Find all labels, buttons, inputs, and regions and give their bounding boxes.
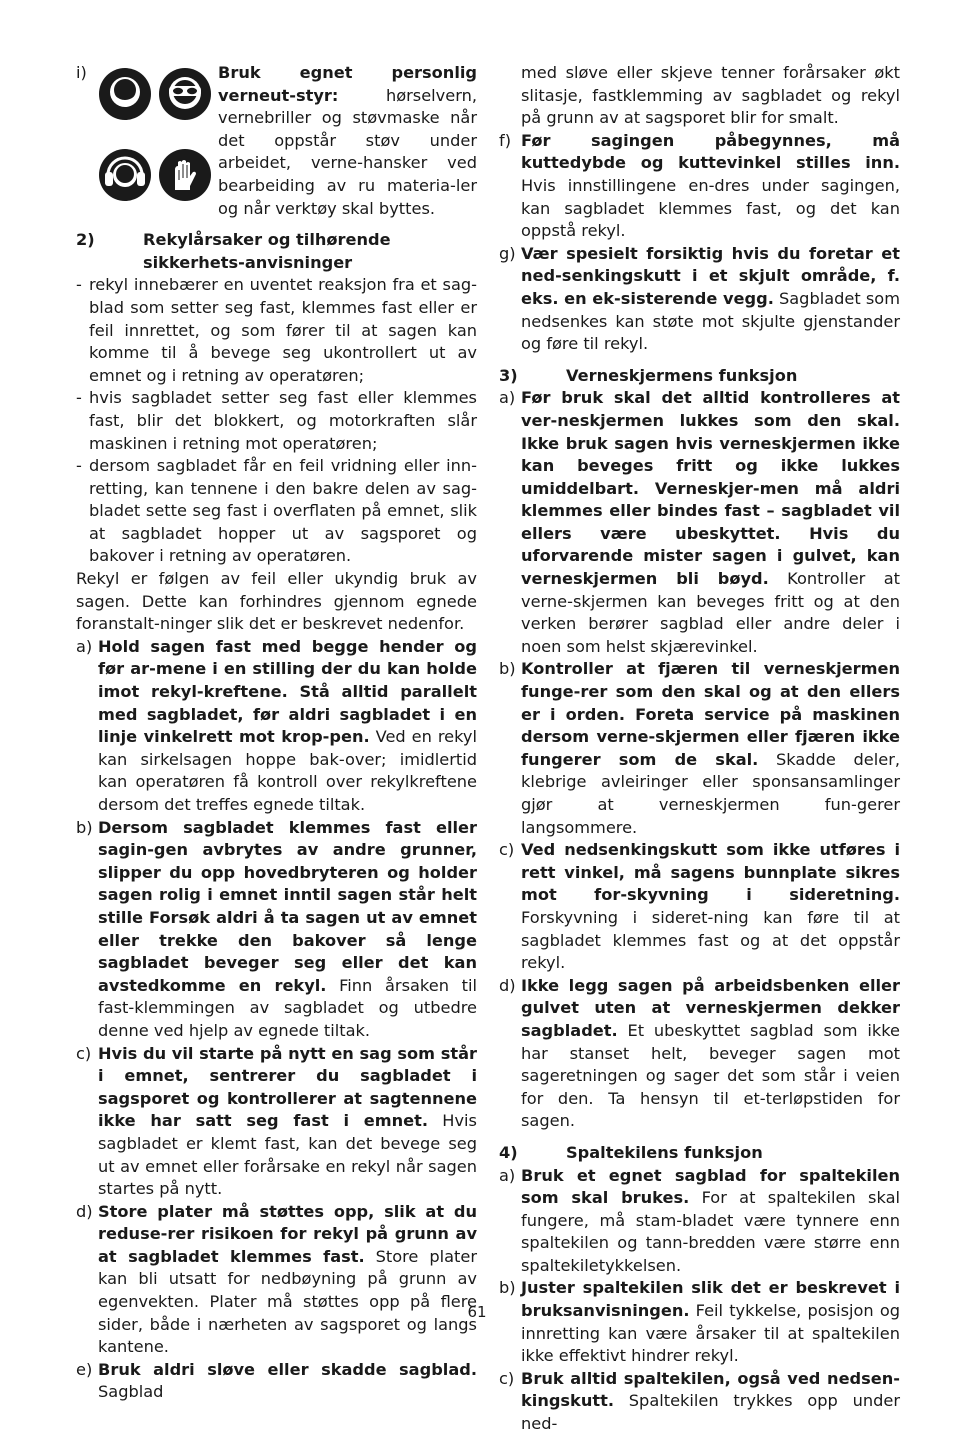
ppe-text [216,62,477,220]
item-label: c) [499,1368,515,1388]
item-text: med sløve eller skjeve tenner forårsaker økt slitasje, fastklemming av sagbladet og rekyl på grunn av at sagsporet blir for smalt. [521,63,900,128]
item-text: Hvis innstillingene en-dres under sagingen, kan sagbladet klemmes fast, og det kan oppstå rekyl. [521,175,900,241]
dash-text: dersom sagbladet får en feil vridning eller inn-retting, kan tennene i den bakre delen av sag-bladet sette seg fast i overflaten på emnet, slik at sagbladet hopper ut av sagsporet og bakover i retning av operatøren. [89,456,477,566]
section-title: Rekylårsaker og tilhørende sikkerhets-anvisninger [143,230,391,272]
dash-label: - [76,275,82,295]
list-item [499,1368,900,1436]
item-bold: Før bruk skal det alltid kontrolleres at ver-neskjermen lukkes som den skal. Ikke bruk sagen hvis verneskjermen ikke kan beveges fritt og ikke lukkes umiddelbart. Verneskjer-men må aldri klemmes eller bindes fast – sagbladet vil ellers være ubeskyttet. Hvis du uforvarende mister sagen i gulvet, kan verneskjermen bli bøyd. [521,388,900,589]
section-number: 3) [499,365,518,385]
item-text: Sagblad [98,1382,164,1402]
item-text: Feil tykkelse, posisjon og innretting kan være årsaker til at spaltekilen ikke effektivt hindrer rekyl. [521,1301,900,1366]
list-item [76,817,477,1043]
item-label: b) [76,817,93,837]
list-item-continuation [499,62,900,130]
section-heading-2 [76,229,477,274]
dash-item [76,455,477,568]
item-text: Et ubeskyttet sagblad som ikke har stanset helt, beveger sagen mot sageretningen og sager det som står i veien for den. Ta hensyn til et-terløpstiden for sagen. [521,1020,900,1131]
item-bold: Før sagingen påbegynnes, må kuttedybde og kuttevinkel stilles inn. [521,130,900,173]
item-bold: Bruk et egnet sagblad for spaltekilen som skal brukes. [521,1165,900,1208]
section-heading-3 [499,365,900,388]
item-bold: Dersom sagbladet klemmes fast eller sagin-gen avbrytes av andre grunner, slipper du opp hovedbryteren og holder sagen rolig i emnet inntil sagen står helt stille Forsøk aldri å ta sagen ut av emnet eller trekke den bakover så lenge sagbladet beveger seg eller det kan avstedkomme en rekyl. [98,817,477,995]
item-label: b) [499,659,516,679]
safety-goggles-icon [158,67,212,121]
left-column [76,62,477,1404]
right-column [499,62,900,1436]
list-item [76,636,477,817]
item-text: Forskyvning i sideret-ning kan føre til at sagbladet klemmes fast og at det oppstår rekyl. [521,907,900,973]
ear-protection-icon [98,148,152,202]
list-item [76,1359,477,1404]
item-text: For at spaltekilen skal fungere, må stam-bladet være tynnere enn spaltekilen og tann-bredden være større enn spaltekiletykkelsen. [521,1188,900,1275]
dust-mask-icon [98,67,152,121]
ppe-bold: Bruk egnet personlig verneut-styr: [218,63,477,105]
list-item [499,130,900,243]
item-label: a) [499,1165,516,1185]
item-label: g) [499,243,516,263]
list-item [499,658,900,839]
section-heading-4 [499,1142,900,1165]
section-number: 4) [499,1142,518,1162]
item-bold: Hvis du vil starte på nytt en sag som står i emnet, sentrerer du sagbladet i sagsporet og kontrollerer at sagtennene ikke har satt seg fast i emnet. [98,1043,477,1131]
page-number: 61 [467,1303,487,1321]
item-text: Spaltekilen trykkes opp under ned- [521,1391,900,1434]
ppe-body: hørselvern, vernebriller og støvmaske når det oppstår støv under arbeidet, verne-hansker ved bearbeiding av ru materia-ler og når verktøy skal byttes. [218,85,477,218]
list-item [499,1165,900,1278]
item-label: a) [76,636,93,656]
list-item [499,839,900,975]
item-bold: Juster spaltekilen slik det er beskrevet i bruksanvisningen. [521,1278,900,1321]
item-label: e) [76,1359,93,1379]
list-item [76,1201,477,1359]
item-label: d) [76,1201,93,1221]
item-label: b) [499,1278,516,1298]
item-bold: Ved nedsenkingskutt som ikke utføres i rett vinkel, må sagens bunnplate sikres mot for-skyvning i sideretning. [521,840,900,905]
ppe-section [76,62,477,220]
dash-text: hvis sagbladet setter seg fast eller klemmes fast, blir det blokkert, og motorkraften slår maskinen i retning mot operatøren; [89,388,477,453]
item-text: Sagbladet som nedsenkes kan støte mot skjulte gjenstander og føre til rekyl. [521,288,900,354]
item-label: a) [499,388,516,408]
item-text: Store plater kan bli utsatt for nedbøyning på grunn av egenvekten. Plater må støttes opp på flere sider, både i nærheten av sagsporet og langs kantene. [98,1246,477,1357]
item-bold: Store plater må støttes opp, slik at du reduse-rer risikoen for rekyl på grunn av at sagbladet klemmes fast. [98,1201,477,1266]
intro-paragraph: Rekyl er følgen av feil eller ukyndig bruk av sagen. Dette kan forhindres gjennom egnede foranstalt-ninger slik det er beskrevet nedenfor. [76,569,477,634]
item-bold: Kontroller at fjæren til verneskjermen funge-rer som den skal og at den ellers er i orden. Foreta service på maskinen dersom verne-skjermen eller fjæren ikke fungerer som de skal. [521,659,900,769]
item-text: Hvis sagbladet er klemt fast, kan det bevege seg ut av emnet eller forårsake en rekyl når sagen startes på nytt. [98,1111,477,1199]
item-bold: Hold sagen fast med begge hender og før ar-mene i en stilling der du kan holde imot rekyl-kreftene. Stå alltid parallelt med sagbladet, før aldri sagbladet i en linje vinkelrett mot krop-pen. [98,636,477,747]
item-label: i) [76,63,87,82]
section-title: Spaltekilens funksjon [566,1142,763,1162]
item-text: Kontroller at verne-skjermen kan beveges fritt og at den verken berører sagblad eller andre deler i noen som helst skjærevinkel. [521,569,900,656]
item-label: d) [499,975,516,995]
item-label: f) [499,130,512,150]
dash-text: rekyl innebærer en uventet reaksjon fra et sag-blad som setter seg fast, klemmes fast eller er feil innrettet, og som fører til at sagen kan komme til å bevege seg ukontrollert ut av emnet og i retning av operatøren; [89,275,477,385]
list-item [76,1043,477,1201]
item-bold: Bruk aldri sløve eller skadde sagblad. [98,1359,477,1379]
list-item [499,1277,900,1367]
item-bold: Ikke legg sagen på arbeidsbenken eller gulvet uten at verneskjermen dekker sagbladet. [521,975,900,1040]
item-bold: Vær spesielt forsiktig hvis du foretar et ned-senkingskutt i et skjult område, f. eks. en ek-sisterende vegg. [521,243,900,308]
item-label: c) [499,840,515,860]
section-number: 2) [76,230,95,250]
dash-label: - [76,388,82,408]
list-item [499,975,900,1133]
dash-label: - [76,456,82,476]
dash-item [76,274,477,387]
dash-item [76,387,477,455]
section-title: Verneskjermens funksjon [566,365,798,385]
gloves-icon [158,148,212,202]
item-text: Finn årsaken til fast-klemmingen av sagbladet og utbedre denne ved hjelp av egnede tiltak. [98,975,477,1040]
item-text: Ved en rekyl kan sirkelsagen hoppe bak-over; imidlertid kan operatøren få kontroll over rekylkreftene dersom det treffes egnede tiltak. [98,727,477,814]
item-label: c) [76,1043,92,1063]
list-item [499,387,900,658]
item-bold: Bruk alltid spaltekilen, også ved nedsen-kingskutt. [521,1368,900,1411]
list-item [499,243,900,356]
ppe-icons [98,62,216,220]
item-text: Skadde deler, klebrige avleiringer eller sponsansamlinger gjør at verneskjermen fun-gerer langsommere. [521,749,900,837]
